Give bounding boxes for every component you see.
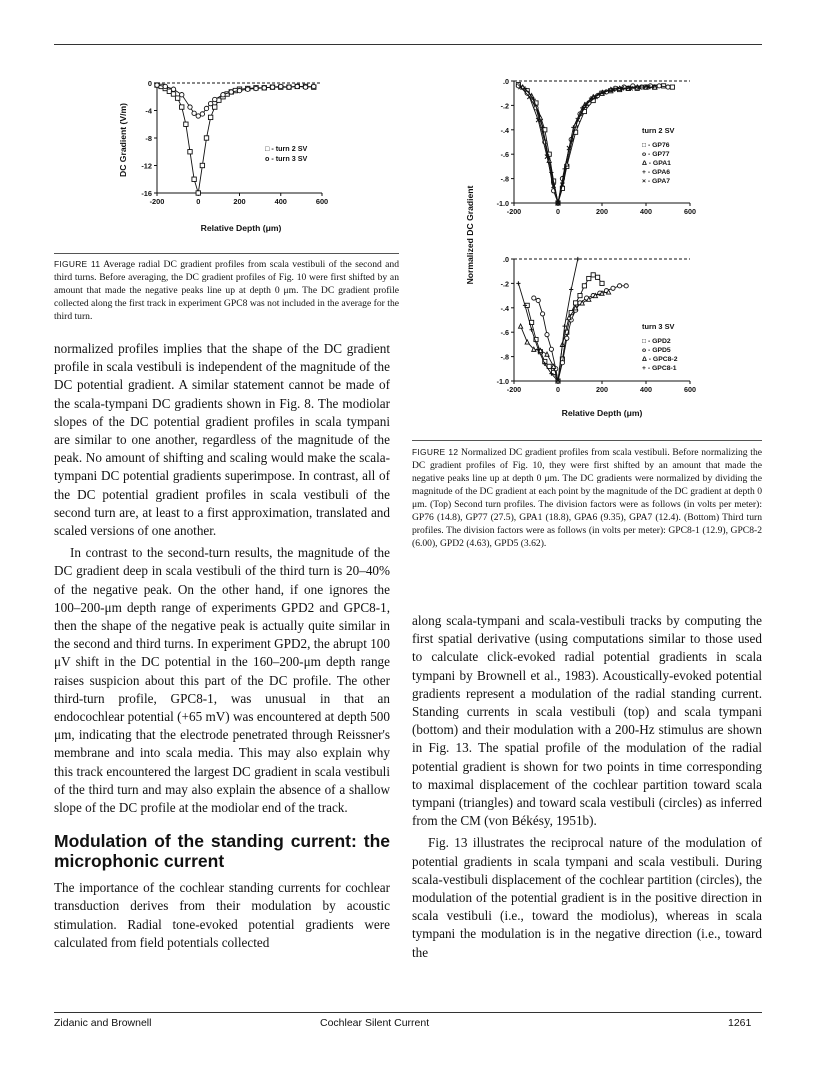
x-tick-label: 400 xyxy=(274,197,287,206)
figure-12-bottom-legend-3: Δ - GPC8-2 xyxy=(642,356,678,363)
data-point xyxy=(175,96,179,100)
figure-12-xlabel: Relative Depth (μm) xyxy=(561,408,643,418)
footer-rule xyxy=(54,1012,762,1013)
data-point xyxy=(670,85,674,89)
x-tick-label: 400 xyxy=(640,207,652,216)
data-point xyxy=(576,257,580,261)
left-paragraph-3: The importance of the cochlear standing currents for cochlear transduction derives from their modulation by acoustic stimulation. Radial tone-evoked potential gradients were calculated from field potentials collected xyxy=(54,880,390,950)
data-point xyxy=(549,347,553,351)
x-tick-label: 0 xyxy=(556,385,560,394)
figure-12-top-legend-4: + - GPA6 xyxy=(642,169,671,176)
data-point xyxy=(536,298,540,302)
data-point xyxy=(666,85,670,89)
y-tick-label: -8 xyxy=(145,134,152,143)
data-point xyxy=(213,105,217,109)
left-paragraph-1: normalized profiles implies that the shape of the DC gradient profile in scala vestibuli is independent of the magnitude of the DC potential gradient. A similar statement cannot be made of the scala-tympani DC gradients shown in Fig. 8. The modiolar slopes of the DC potential gradient profiles in scala tympani are similar to one another, regardless of the magnitude of the peak. No amount of shifting and scaling would make the scala-tympani DC potential gradients superimpose. In contrast, all of the DC potential gradient profiles in scala vestibuli of the second turn are, at least to a first approximation, translated and scaled versions of one another. xyxy=(54,341,390,539)
data-point xyxy=(229,90,233,94)
figure-11-caption-rule xyxy=(54,253,399,254)
data-point xyxy=(208,115,212,119)
left-column xyxy=(54,340,390,952)
series-line xyxy=(157,85,314,193)
top-rule xyxy=(54,44,762,45)
data-point xyxy=(180,92,184,96)
y-tick-label: -.8 xyxy=(500,174,509,184)
data-point xyxy=(569,287,573,291)
x-tick-label: 200 xyxy=(596,385,608,394)
data-point xyxy=(516,281,520,285)
data-point xyxy=(188,105,192,109)
x-tick-label: 600 xyxy=(684,385,696,394)
y-tick-label: -1.0 xyxy=(496,199,509,208)
figure-12-chart xyxy=(462,70,762,440)
data-point xyxy=(208,101,212,105)
figure-11-xlabel: Relative Depth (μm) xyxy=(200,223,282,233)
data-point xyxy=(188,150,192,154)
y-tick-label: .0 xyxy=(503,77,509,86)
data-point xyxy=(221,92,225,96)
data-point xyxy=(611,286,615,290)
y-tick-label: -.2 xyxy=(500,101,509,111)
y-tick-label: .0 xyxy=(503,255,509,264)
figure-12-ylabel: Normalized DC Gradient xyxy=(465,185,475,285)
figure-12-caption-text: Normalized DC gradient profiles from scala vestibuli. Before normalizing the DC gradient profiles of Fig. 10, they were first shifted by an amount that made the negative peaks line up at depth 0 μm. The DC gradients were normalized by dividing the magnitude of the DC gradient at each point by the magnitude of the DC gradient at depth 0 μm. (Top) Second turn profiles. The division factors were as follows (in volts per meter): GP76 (14.8), GP77 (27.5), GPA1 (18.8), GPA6 (9.35), GPA7 (12.4). (Bottom) Third turn profiles. The division factors were as follows (in volts per meter): GPC8-1 (12.9), GPC8-2 (6.00), GPD2 (4.63), GPD5 (3.62). xyxy=(412,447,762,549)
data-point xyxy=(196,191,200,195)
y-tick-label: -1.0 xyxy=(496,377,509,386)
data-point xyxy=(582,284,586,288)
y-tick-label: -.4 xyxy=(500,125,509,135)
data-point xyxy=(204,136,208,140)
figure-12-top-legend-5: × - GPA7 xyxy=(642,178,671,185)
right-paragraph-2: Fig. 13 illustrates the reciprocal nature of the modulation of potential gradients in scala tympani and scala vestibuli. During scala-vestibuli displacement of the cochlear partition (circles), the modulation of the potential gradient is in the positive direction in scala vestibuli (i.e., toward the modiolus), whereas in scala tympani the modulation is in the negative direction (i.e., toward the xyxy=(412,835,762,960)
data-point xyxy=(171,87,175,91)
figure-12-top-legend-1: □ - GP76 xyxy=(642,142,670,149)
data-point xyxy=(657,84,661,88)
data-point xyxy=(200,112,204,116)
figure-12-caption-label: FIGURE 12 xyxy=(412,447,459,457)
y-tick-label: -12 xyxy=(141,161,152,171)
figure-11-ylabel: DC Gradient (V/m) xyxy=(118,102,128,178)
data-point xyxy=(246,87,250,91)
x-tick-label: 600 xyxy=(684,207,696,216)
data-point xyxy=(312,84,316,88)
data-point xyxy=(519,324,523,328)
data-point xyxy=(303,85,307,89)
figure-12-bottom-legend-2: o - GPD5 xyxy=(642,347,671,354)
figure-12-top-legend-2: o - GP77 xyxy=(642,151,670,158)
data-point xyxy=(618,284,622,288)
x-tick-label: 200 xyxy=(596,207,608,216)
data-point xyxy=(213,97,217,101)
footer-page-number: 1261 xyxy=(728,1017,752,1029)
y-tick-label: -.6 xyxy=(500,328,509,338)
left-paragraph-2: In contrast to the second-turn results, the magnitude of the DC gradient deep in scala vestibuli of the third turn is 20–40% of the negative peak. On the other hand, if one ignores the 100–200-μm depth range of experiments GPD2 and GPC8-1, then the shape of the negative peak is actually quite similar in the second and third turns. In experiment GPD2, the abrupt 100 μV shift in the DC potential in the 160–200-μm depth range raises suspicion about this part of the DC profile. The other third-turn profile, GPC8-1, was unusual in that an endocochlear potential (+65 mV) was encountered at depth 500 μm, indicating that the electrode penetrated through Reissner's membrane and into scala media. This may also explain why this track encountered the largest DC gradient in scala vestibuli of the third turn and may also explain the absence of a shallow slope of the DC profile at the modiolar end of the track. xyxy=(54,545,390,816)
figure-12 xyxy=(462,70,762,440)
x-tick-label: -200 xyxy=(149,197,165,206)
data-point xyxy=(525,340,529,344)
figure-12-top-title: turn 2 SV xyxy=(642,126,675,135)
figure-12-caption-rule xyxy=(412,440,762,441)
data-point xyxy=(192,111,196,115)
x-tick-label: -200 xyxy=(506,207,522,216)
data-point xyxy=(184,122,188,126)
y-tick-label: -16 xyxy=(141,189,152,198)
y-tick-label: -.8 xyxy=(500,352,509,362)
data-point xyxy=(270,85,274,89)
x-tick-label: 0 xyxy=(556,207,560,216)
x-tick-label: 200 xyxy=(233,197,246,206)
data-point xyxy=(192,177,196,181)
figure-11-chart xyxy=(54,60,399,250)
figure-12-bottom-title: turn 3 SV xyxy=(642,322,675,331)
y-tick-label: -4 xyxy=(145,106,152,116)
data-point xyxy=(600,281,604,285)
y-tick-label: -.6 xyxy=(500,150,509,160)
data-point xyxy=(204,106,208,110)
series-gpd5 xyxy=(532,284,629,383)
footer-title: Cochlear Silent Current xyxy=(320,1017,430,1029)
data-point xyxy=(200,163,204,167)
figure-12-bottom-legend-4: + - GPC8-1 xyxy=(642,365,677,372)
figure-11-legend-turn3: o - turn 3 SV xyxy=(265,154,308,163)
figure-11-legend-turn2: □ - turn 2 SV xyxy=(265,144,308,153)
figure-11-caption-label: FIGURE 11 xyxy=(54,259,101,269)
section-heading: Modulation of the standing current: the microphonic current xyxy=(54,831,390,872)
figure-11-caption-text: Average radial DC gradient profiles from scala vestibuli of the second and third turns. Before averaging, the DC gradient profiles of Fig. 10 were first shifted by an amount that made the negative peaks line up at depth 0 μm. The DC gradient profile collected along the first track in experiment GPC8 was not included in the average for the third turn. xyxy=(54,259,400,322)
data-point xyxy=(279,84,283,88)
data-point xyxy=(541,312,545,316)
x-tick-label: -200 xyxy=(506,385,522,394)
figure-11-caption xyxy=(54,258,399,323)
data-point xyxy=(295,84,299,88)
data-point xyxy=(587,276,591,280)
data-point xyxy=(596,275,600,279)
data-point xyxy=(163,84,167,88)
figure-12-caption xyxy=(412,446,762,550)
figure-11 xyxy=(54,60,399,250)
data-point xyxy=(578,294,582,298)
series-gpc8-2 xyxy=(519,290,611,383)
data-point xyxy=(560,361,564,365)
data-point xyxy=(287,85,291,89)
data-point xyxy=(591,273,595,277)
data-point xyxy=(565,336,569,340)
x-tick-label: 400 xyxy=(640,385,652,394)
x-tick-label: 0 xyxy=(196,197,201,206)
data-point xyxy=(254,86,258,90)
data-point xyxy=(624,284,628,288)
data-point xyxy=(545,352,549,356)
x-tick-label: 600 xyxy=(315,197,329,206)
footer-authors: Zidanic and Brownell xyxy=(54,1017,152,1029)
y-tick-label: 0 xyxy=(147,79,152,88)
series-turn-2-sv xyxy=(155,83,316,195)
right-paragraph-1: along scala-tympani and scala-vestibuli tracks by computing the first spatial derivative (using computations similar to those used to calculate click-evoked radial potential gradients in scala tympani by Brownell et al., 1983). Acoustically-evoked potential gradients represent a modulation of the radial standing current. Standing currents in scala vestibuli (top) and scala tympani (bottom) and their modulation with a 200-Hz stimulus are shown in Fig. 13. The spatial profile of the modulation of the radial potential gradient is shown for two points in time corresponding to maximal displacement of the cochlear partition toward scala tympani (triangles) and toward scala vestibuli (circles) as inferred from the CM (von Békésy, 1951b). xyxy=(412,613,762,829)
figure-12-bottom-legend-1: □ - GPD2 xyxy=(642,338,671,345)
y-tick-label: -.2 xyxy=(500,279,509,289)
data-point xyxy=(532,296,536,300)
y-tick-label: -.4 xyxy=(500,303,509,313)
data-point xyxy=(180,105,184,109)
data-point xyxy=(545,333,549,337)
figure-12-top-legend-3: Δ - GPA1 xyxy=(642,160,671,167)
data-point xyxy=(563,324,567,328)
right-column xyxy=(412,612,762,962)
data-point xyxy=(155,83,159,87)
data-point xyxy=(237,88,241,92)
data-point xyxy=(262,86,266,90)
data-point xyxy=(574,301,578,305)
